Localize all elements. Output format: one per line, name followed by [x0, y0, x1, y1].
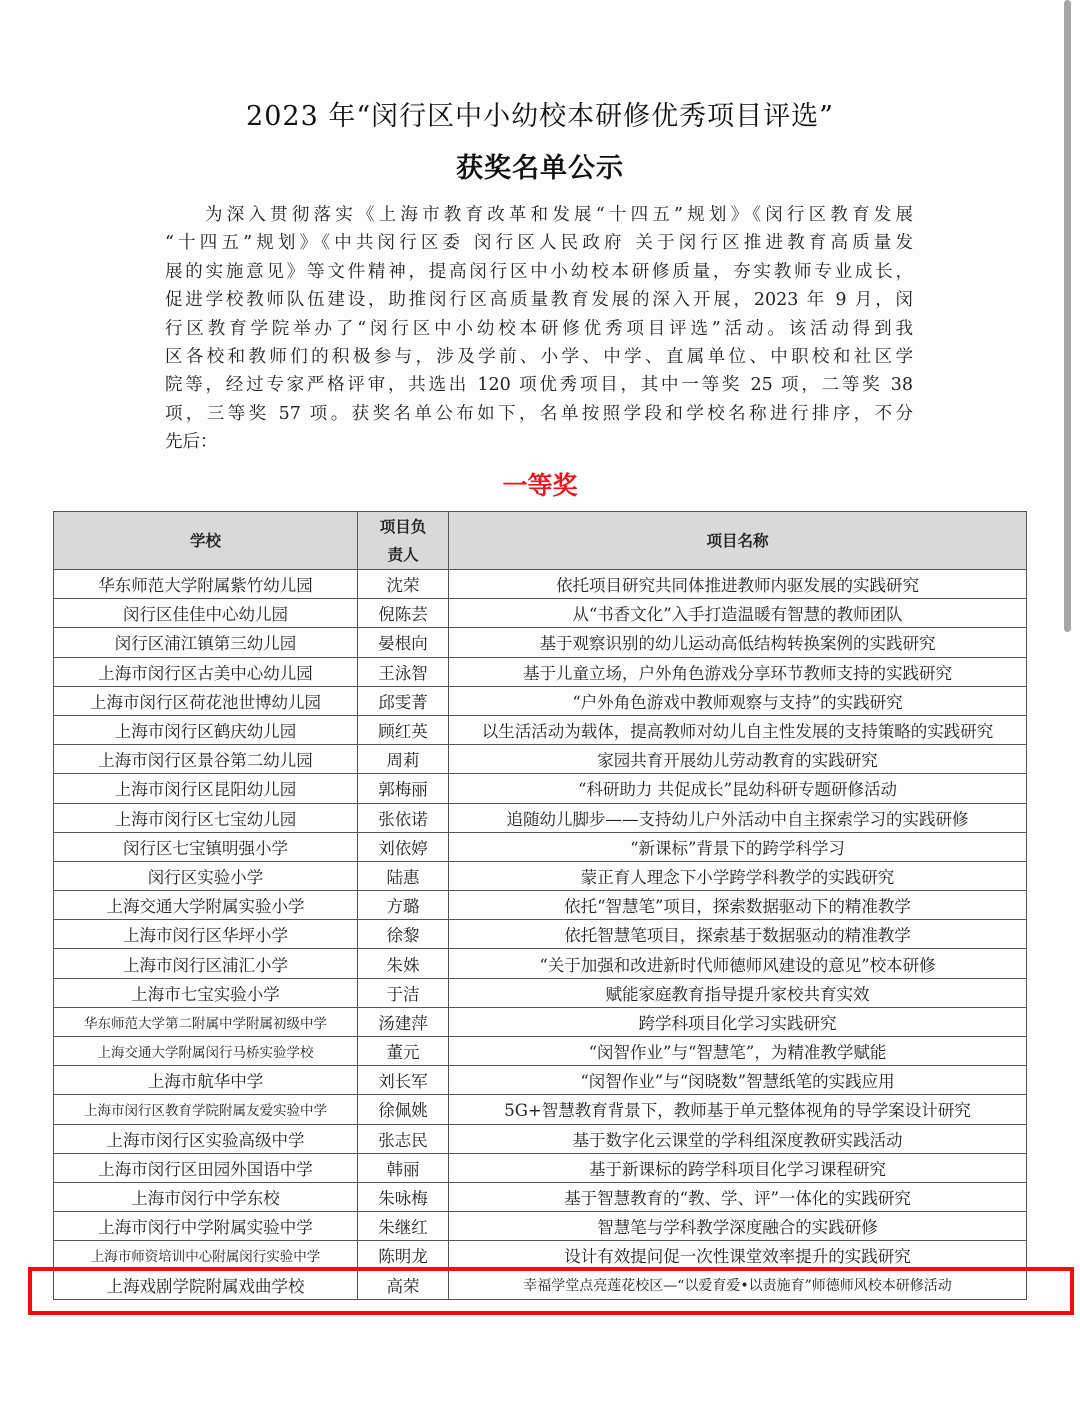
table-row: [54, 686, 1027, 715]
cell-person: 朱姝: [358, 949, 449, 978]
header-person-label: 项目负责人: [379, 517, 427, 564]
cell-project: 跨学科项目化学习实践研究: [449, 1007, 1027, 1036]
cell-person: 陆惠: [358, 861, 449, 890]
cell-person: 邱雯菁: [358, 686, 449, 715]
cell-person: 陈明龙: [358, 1241, 449, 1270]
cell-school: 上海市闵行区景谷第二幼儿园: [54, 745, 358, 774]
cell-school: 上海市航华中学: [54, 1066, 358, 1095]
table-row: [54, 920, 1027, 949]
cell-project: 依托项目研究共同体推进教师内驱发展的实践研究: [449, 570, 1027, 599]
cell-project: “闵智作业”与“智慧笔”，为精准教学赋能: [449, 1037, 1027, 1066]
table-row: [54, 1037, 1027, 1066]
document-title: 2023 年“闵行区中小幼校本研修优秀项目评选”: [246, 101, 834, 132]
cell-person: 张依诺: [358, 803, 449, 832]
table-row: [54, 657, 1027, 686]
cell-school: 闵行区浦江镇第三幼儿园: [54, 628, 358, 657]
intro-line: 院等，经过专家严格评审，共选出 120 项优秀项目，其中一等奖 25 项，二等奖 38: [165, 375, 913, 396]
cell-person: 沈荣: [358, 570, 449, 599]
table-row: [54, 891, 1027, 920]
header-school: 学校: [54, 512, 358, 570]
table-row: [54, 949, 1027, 978]
header-person: [358, 512, 449, 570]
table-row: [54, 599, 1027, 628]
cell-project: “科研助力 共促成长”昆幼科研专题研修活动: [449, 774, 1027, 803]
cell-project: 基于儿童立场，户外角色游戏分享环节教师支持的实践研究: [449, 657, 1027, 686]
cell-project: 依托智慧笔项目，探索基于数据驱动的精准教学: [449, 920, 1027, 949]
prize-heading: 一等奖: [502, 471, 578, 500]
cell-school: 上海市闵行区荷花池世博幼儿园: [54, 686, 358, 715]
cell-person: 董元: [358, 1037, 449, 1066]
document-subtitle: 获奖名单公示: [456, 153, 624, 184]
cell-project: 从“书香文化”入手打造温暖有智慧的教师团队: [449, 599, 1027, 628]
cell-school: 上海交通大学附属实验小学: [54, 891, 358, 920]
cell-project: 基于数字化云课堂的学科组深度教研实践活动: [449, 1124, 1027, 1153]
cell-school: 上海市闵行区华坪小学: [54, 920, 358, 949]
cell-person: 刘长军: [358, 1066, 449, 1095]
cell-person: 晏根向: [358, 628, 449, 657]
cell-project: 依托“智慧笔”项目，探索数据驱动下的精准教学: [449, 891, 1027, 920]
cell-project: “新课标”背景下的跨学科学习: [449, 832, 1027, 861]
cell-school: 闵行区实验小学: [54, 861, 358, 890]
cell-person: 张志民: [358, 1124, 449, 1153]
cell-school: 华东师范大学第二附属中学附属初级中学: [54, 1007, 358, 1036]
cell-project: 赋能家庭教育指导提升家校共育实效: [449, 978, 1027, 1007]
cell-school: 上海市闵行区实验高级中学: [54, 1124, 358, 1153]
cell-project: 追随幼儿脚步——支持幼儿户外活动中自主探索学习的实践研修: [449, 803, 1027, 832]
intro-line: 展的实施意见》等文件精神，提高闵行区中小幼校本研修质量，夯实教师专业成长，: [165, 261, 913, 282]
table-row: [54, 570, 1027, 599]
cell-school: 上海市闵行中学附属实验中学: [54, 1212, 358, 1241]
cell-person: 郭梅丽: [358, 774, 449, 803]
intro-line: 先后：: [165, 432, 218, 453]
cell-project: 以生活活动为载体，提高教师对幼儿自主性发展的支持策略的实践研究: [449, 715, 1027, 744]
cell-school: 上海市闵行区鹤庆幼儿园: [54, 715, 358, 744]
cell-school: 上海市闵行区田园外国语中学: [54, 1153, 358, 1182]
award-table: [53, 511, 1027, 1300]
cell-project: 基于观察识别的幼儿运动高低结构转换案例的实践研究: [449, 628, 1027, 657]
table-row: [54, 1124, 1027, 1153]
cell-person: 韩丽: [358, 1153, 449, 1182]
table-row: [54, 628, 1027, 657]
table-row: [54, 978, 1027, 1007]
cell-school: 闵行区佳佳中心幼儿园: [54, 599, 358, 628]
cell-school: 上海市闵行区七宝幼儿园: [54, 803, 358, 832]
cell-project: 幸福学堂点亮莲花校区—“以爱育爱•以责施育”师德师风校本研修活动: [449, 1270, 1027, 1299]
table-row: [54, 774, 1027, 803]
cell-school: 上海市闵行区昆阳幼儿园: [54, 774, 358, 803]
cell-person: 于洁: [358, 978, 449, 1007]
cell-school: 上海市闵行区教育学院附属友爱实验中学: [54, 1095, 358, 1124]
cell-project: 家园共育开展幼儿劳动教育的实践研究: [449, 745, 1027, 774]
cell-person: 徐佩姚: [358, 1095, 449, 1124]
cell-person: 周莉: [358, 745, 449, 774]
table-row: [54, 715, 1027, 744]
cell-person: 高荣: [358, 1270, 449, 1299]
table-row: [54, 1212, 1027, 1241]
cell-person: 顾红英: [358, 715, 449, 744]
intro-line: 行区教育学院举办了“闵行区中小幼校本研修优秀项目评选”活动。该活动得到我: [165, 318, 913, 339]
table-row: [54, 803, 1027, 832]
cell-project: 智慧笔与学科教学深度融合的实践研修: [449, 1212, 1027, 1241]
cell-project: “闵智作业”与“闵晓数”智慧纸笔的实践应用: [449, 1066, 1027, 1095]
cell-person: 王泳智: [358, 657, 449, 686]
intro-line: 区各校和教师们的积极参与，涉及学前、小学、中学、直属单位、中职校和社区学: [165, 346, 913, 367]
cell-school: 上海市闵行中学东校: [54, 1182, 358, 1211]
cell-school: 上海市七宝实验小学: [54, 978, 358, 1007]
cell-school: 闵行区七宝镇明强小学: [54, 832, 358, 861]
cell-person: 刘依婷: [358, 832, 449, 861]
table-row: [54, 832, 1027, 861]
cell-school: 上海市师资培训中心附属闵行实验中学: [54, 1241, 358, 1270]
table-row: [54, 1182, 1027, 1211]
highlight-box: [28, 1267, 1074, 1315]
cell-person: 方璐: [358, 891, 449, 920]
cell-project: 蒙正育人理念下小学跨学科教学的实践研究: [449, 861, 1027, 890]
cell-person: 汤建萍: [358, 1007, 449, 1036]
intro-line: 项，三等奖 57 项。获奖名单公布如下，名单按照学段和学校名称进行排序，不分: [165, 403, 913, 424]
intro-paragraph: [165, 201, 913, 457]
cell-project: 基于新课标的跨学科项目化学习课程研究: [449, 1153, 1027, 1182]
table-row: [54, 861, 1027, 890]
cell-project: 设计有效提问促一次性课堂效率提升的实践研究: [449, 1241, 1027, 1270]
cell-person: 朱咏梅: [358, 1182, 449, 1211]
cell-project: “关于加强和改进新时代师德师风建设的意见”校本研修: [449, 949, 1027, 978]
table-row: [54, 1153, 1027, 1182]
header-project: 项目名称: [449, 512, 1027, 570]
cell-person: 朱继红: [358, 1212, 449, 1241]
intro-line: “十四五”规划》《中共闵行区委 闵行区人民政府 关于闵行区推进教育高质量发: [165, 233, 913, 254]
table-row: [54, 1241, 1027, 1270]
cell-project: 基于智慧教育的“教、学、评”一体化的实践研究: [449, 1182, 1027, 1211]
intro-line: 为深入贯彻落实《上海市教育改革和发展“十四五”规划》《闵行区教育发展: [205, 205, 913, 225]
table-row: [54, 1095, 1027, 1124]
table-row: [54, 1007, 1027, 1036]
cell-person: 倪陈芸: [358, 599, 449, 628]
cell-school: 上海交通大学附属闵行马桥实验学校: [54, 1037, 358, 1066]
table-row: [54, 1066, 1027, 1095]
cell-project: “户外角色游戏中教师观察与支持”的实践研究: [449, 686, 1027, 715]
cell-person: 徐黎: [358, 920, 449, 949]
cell-school: 上海戏剧学院附属戏曲学校: [54, 1270, 358, 1299]
cell-school: 华东师范大学附属紫竹幼儿园: [54, 570, 358, 599]
intro-line: 促进学校教师队伍建设，助推闵行区高质量教育发展的深入开展，2023 年 9 月，闵: [165, 290, 913, 311]
cell-school: 上海市闵行区古美中心幼儿园: [54, 657, 358, 686]
table-header-row: [54, 512, 1027, 570]
table-row: [54, 745, 1027, 774]
cell-school: 上海市闵行区浦汇小学: [54, 949, 358, 978]
cell-project: 5G+智慧教育背景下，教师基于单元整体视角的导学案设计研究: [449, 1095, 1027, 1124]
